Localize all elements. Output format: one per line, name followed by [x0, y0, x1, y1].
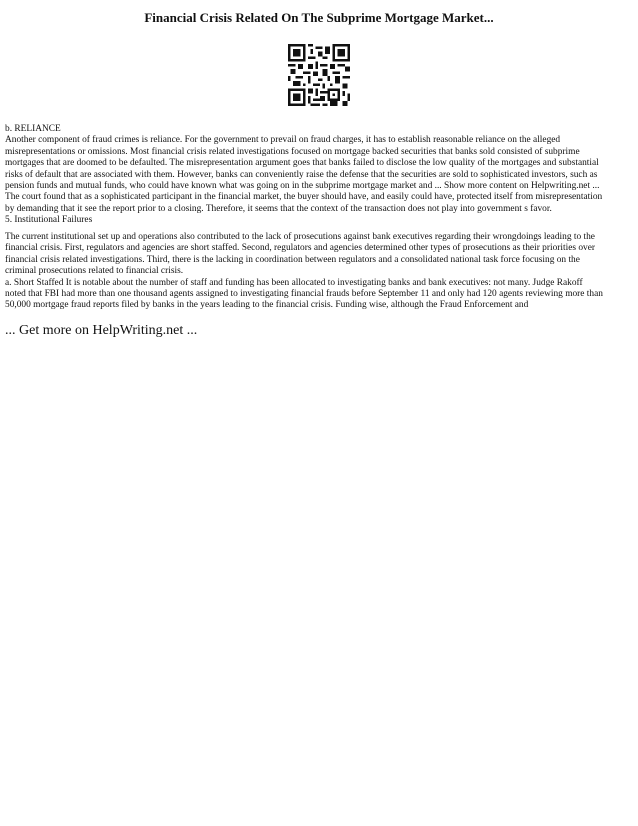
text-line: noted that FBI had more than one thousand agents assigned to investigating financial frauds before September 11 and only had 120 agents reviewing more than	[5, 289, 603, 300]
text-line: criminal prosecutions related to financial crisis.	[5, 266, 184, 277]
text-line: 50,000 mortgage fraud reports filed by banks in the years leading to the financial crisis. Funding wise, although the Fraud Enforcement and	[5, 300, 529, 311]
get-more-link[interactable]: ... Get more on HelpWriting.net ...	[5, 323, 198, 338]
text-line: financial crisis related investigations. Third, there is the lacking in coordination between regulators and a consolidated national task force focusing on the	[5, 254, 580, 265]
text-line: risks of default that are associated with them. However, banks can conveniently raise the defense that the securities are sold to sophisticated investors, such as	[5, 169, 598, 180]
text-line: The court found that as a sophisticated participant in the financial market, the buyer should have, and easily could have, protected itself from misrepresentation	[5, 192, 603, 203]
page-title: Financial Crisis Related On The Subprime Mortgage Market...	[144, 10, 494, 25]
text-line: Another component of fraud crimes is reliance. For the government to prevail on fraud charges, it has to establish reasonable reliance on the alleged	[5, 135, 561, 146]
text-line: mortgages that are doomed to be defaulted. The misrepresentation argument goes that banks failed to disclose the low quality of the mortgages and substantial	[5, 158, 599, 169]
text-line: financial crisis. First, regulators and agencies are short staffed. Second, regulators and agencies determined other types of prosecutions as their priorities over	[5, 243, 596, 254]
text-line: pension funds and mutual funds, who could have known what was going on in the subprime mortgage market and ... Show more content on Helpwriting.net ...	[5, 181, 600, 192]
qr-code-icon	[288, 44, 350, 106]
text-line: by demanding that it see the report prior to a closing. Therefore, it seems that the context of the transaction does not play into government s favor.	[5, 203, 552, 214]
text-line: The current institutional set up and operations also contributed to the lack of prosecutions against bank executives regarding their wrongdoings leading to the	[5, 232, 595, 242]
section-heading: 5. Institutional Failures	[5, 215, 93, 226]
institutional-failures-section	[5, 232, 633, 312]
text-line: misrepresentations or omissions. Most financial crisis related investigations focused on mortgage backed securities that banks sold consisted of subprime	[5, 146, 580, 157]
text-line: b. RELIANCE	[5, 124, 61, 134]
reliance-section	[5, 124, 633, 227]
text-line: a. Short Staffed It is notable about the number of staff and funding has been allocated to investigating banks and bank executives: not many. Judge Rakoff	[5, 277, 583, 288]
